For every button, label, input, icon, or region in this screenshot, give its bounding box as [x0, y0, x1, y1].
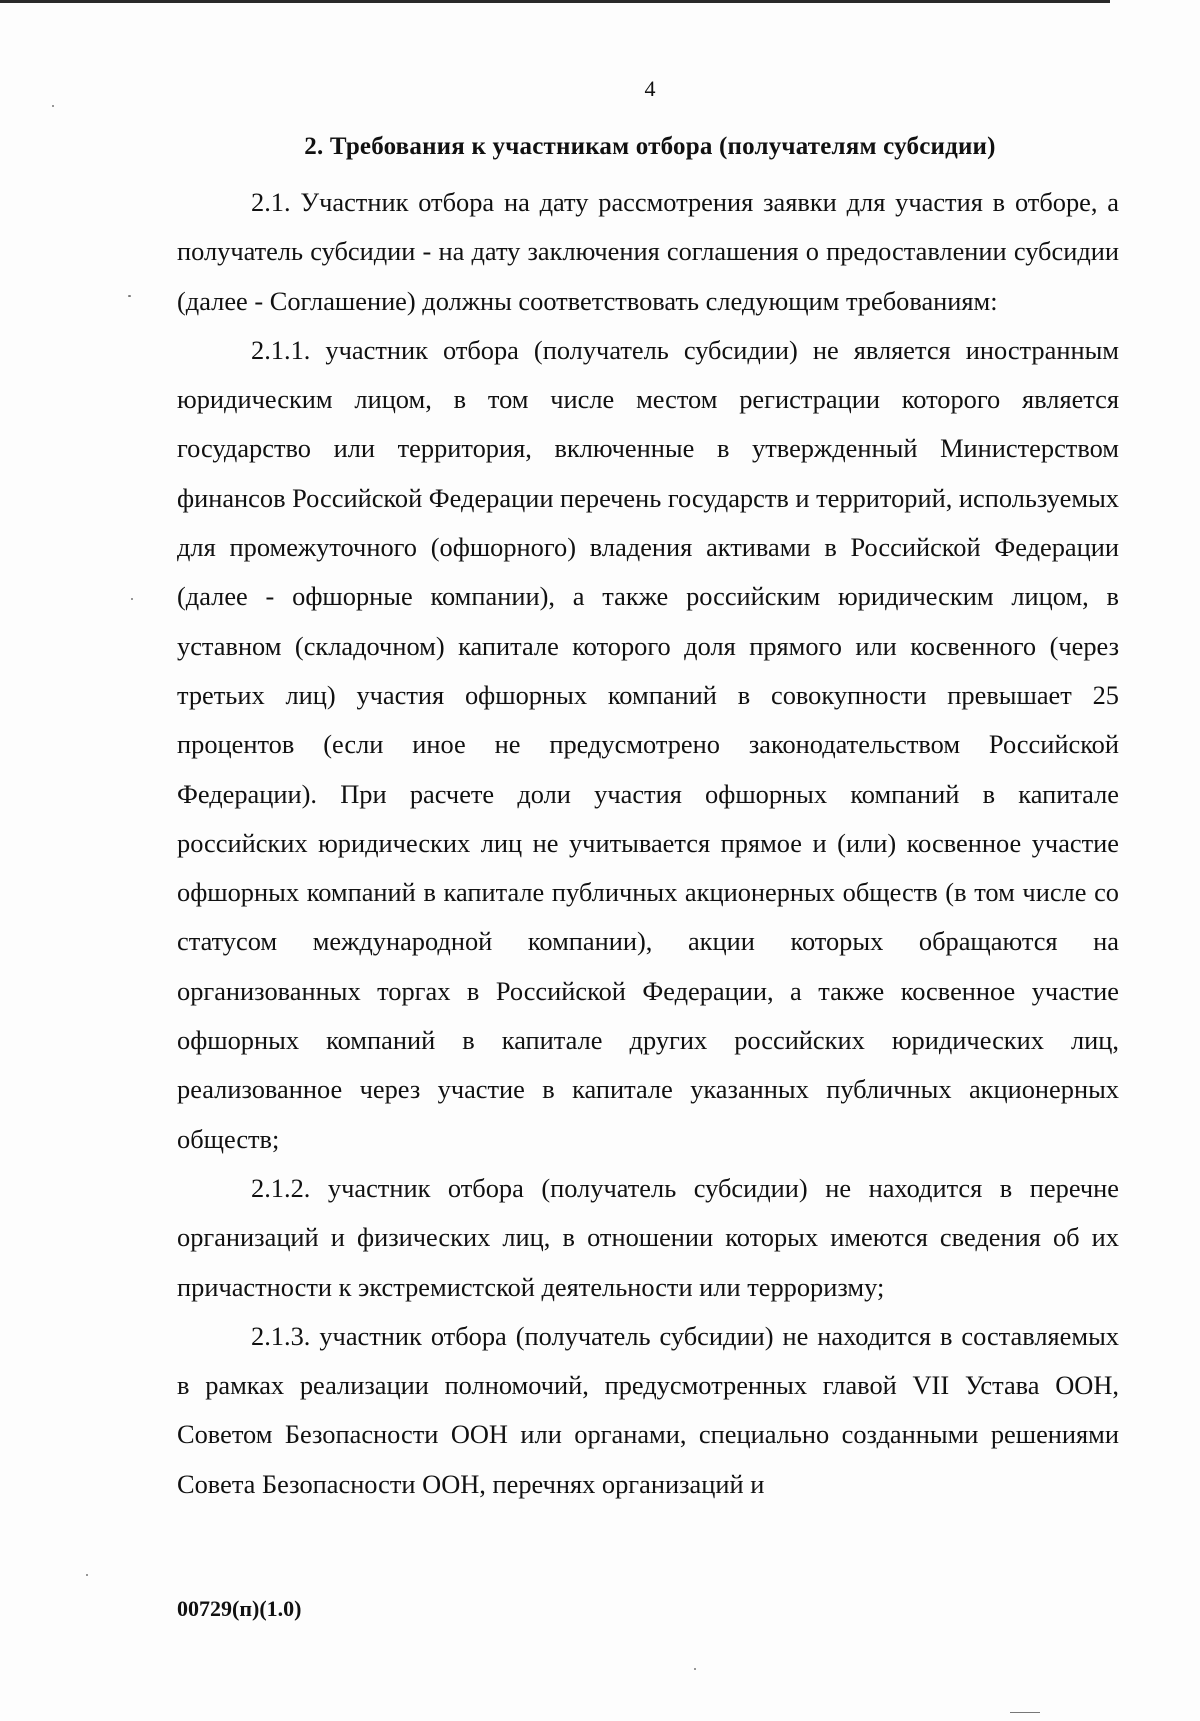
paragraph-2-1-2: 2.1.2. участник отбора (получатель субсидии) не находится в перечне организаций и физических лиц, в отношении которых имеются сведения об их причастности к экстремистской деятельности или терроризму; — [177, 1172, 1119, 1302]
scan-speck — [1010, 1712, 1040, 1713]
body-text — [177, 178, 1119, 1509]
page-number: 4 — [644, 76, 656, 101]
footer-document-code: 00729(п)(1.0) — [177, 1596, 302, 1621]
paragraph-2-1: 2.1. Участник отбора на дату рассмотрения заявки для участия в отборе, а получатель субсидии - на дату заключения соглашения о предоставлении субсидии (далее - Соглашение) должны соответствовать следующим требованиям: — [177, 187, 1119, 316]
section-title: 2. Требования к участникам отбора (получателям субсидии) — [304, 133, 996, 160]
scan-speck — [694, 1668, 696, 1670]
scan-edge-line — [0, 0, 1110, 3]
scan-speck — [52, 105, 54, 107]
scan-speck — [128, 295, 131, 297]
scan-speck — [131, 598, 133, 600]
paragraph-2-1-1: 2.1.1. участник отбора (получатель субсидии) не является иностранным юридическим лицом, в том числе местом регистрации которого является государство или территория, включенные в утвержденный Министерством финансов Российской Федерации перечень государств и территорий, используемых для промежуточного (офшорного) владения активами в Российской Федерации (далее - офшорные компании), а также российским юридическим лицом, в уставном (складочном) капитале которого доля прямого или косвенного (через третьих лиц) участия офшорных компаний в совокупности превышает 25 процентов (если иное не предусмотрено законодательством Российской Федерации). При расчете доли участия офшорных компаний в капитале российских юридических лиц не учитывается прямое и (или) косвенное участие офшорных компаний в капитале публичных акционерных обществ (в том числе со статусом международной компании), акции которых обращаются на организованных торгах в Российской Федерации, а также косвенное участие офшорных компаний в капитале других российских юридических лиц, реализованное через участие в капитале указанных публичных акционерных обществ; — [177, 334, 1119, 1154]
paragraph-2-1-3: 2.1.3. участник отбора (получатель субсидии) не находится в составляемых в рамках реализации полномочий, предусмотренных главой VII Устава ООН, Советом Безопасности ООН или органами, специально созданными решениями Совета Безопасности ООН, перечнях организаций и — [177, 1320, 1119, 1499]
scan-speck — [86, 1574, 88, 1576]
